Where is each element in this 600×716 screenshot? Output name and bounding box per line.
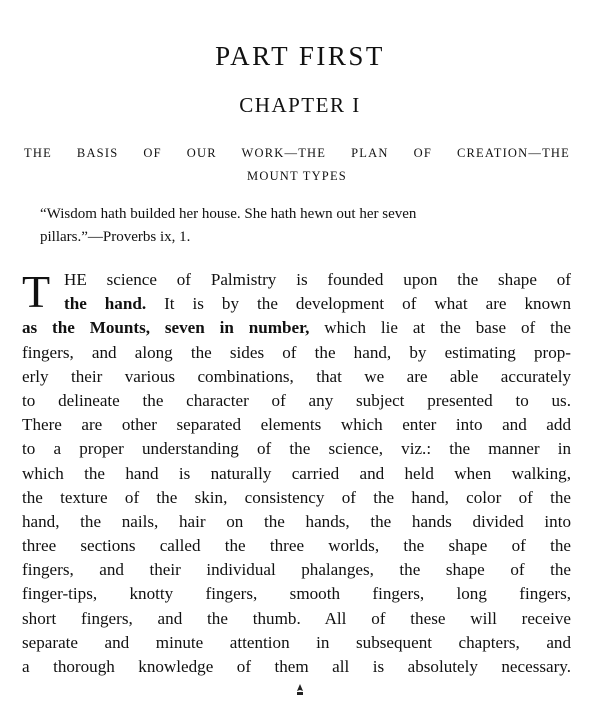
body-line: separate and minute attention in subsequent chapters, and <box>22 632 571 652</box>
body-line-rest: It is by the development of what are known <box>146 294 572 314</box>
body-line <box>22 292 571 316</box>
epigraph <box>40 203 570 249</box>
body-line: which the hand is naturally carried and held when walking, <box>22 463 571 483</box>
drop-cap: T <box>22 266 51 317</box>
body-line-rest: which lie at the base of the <box>309 318 571 338</box>
subtitle-line-1: THE BASIS OF OUR WORK—THE PLAN OF CREATION—THE <box>24 146 570 160</box>
footer-ornament-icon <box>295 683 305 697</box>
body-line: to delineate the character of any subject presented to us. <box>22 390 571 410</box>
body-line: a thorough knowledge of them all is absolutely necessary. <box>22 657 571 676</box>
body-line-rest: science of Palmistry is founded upon the shape of <box>86 270 571 289</box>
body-line-bold: the hand. <box>64 294 147 314</box>
chapter-title: CHAPTER I <box>239 93 361 117</box>
body-line: the texture of the skin, consistency of the hand, color of the <box>22 487 571 507</box>
body-line <box>22 316 571 340</box>
epigraph-line-2: pillars.”—Proverbs ix, 1. <box>40 229 191 245</box>
body-line-bold: as the Mounts, seven in number, <box>22 318 310 338</box>
part-title: PART FIRST <box>215 41 385 71</box>
body-line: erly their various combinations, that we are able accurately <box>22 366 571 386</box>
body-line: fingers, and their individual phalanges, the shape of the <box>22 560 571 580</box>
drop-cap-block <box>22 268 571 316</box>
body-line: There are other separated elements which enter into and add <box>22 415 571 435</box>
body-line <box>22 268 571 292</box>
chapter-subtitle <box>24 142 570 188</box>
subtitle-line-2: MOUNT TYPES <box>247 169 347 183</box>
body-line: to a proper understanding of the science, viz.: the manner in <box>22 439 571 459</box>
body-line: fingers, and along the sides of the hand, by estimating prop- <box>22 342 571 362</box>
body-line: three sections called the three worlds, the shape of the <box>22 536 571 556</box>
body-line: short fingers, and the thumb. All of these will receive <box>22 608 571 628</box>
body-paragraph <box>22 268 571 679</box>
body-line: finger-tips, knotty fingers, smooth fingers, long fingers, <box>22 584 571 604</box>
epigraph-line-1: “Wisdom hath builded her house. She hath hewn out her seven <box>40 206 417 222</box>
body-line-start: HE <box>64 270 87 289</box>
body-line: hand, the nails, hair on the hands, the hands divided into <box>22 511 571 531</box>
